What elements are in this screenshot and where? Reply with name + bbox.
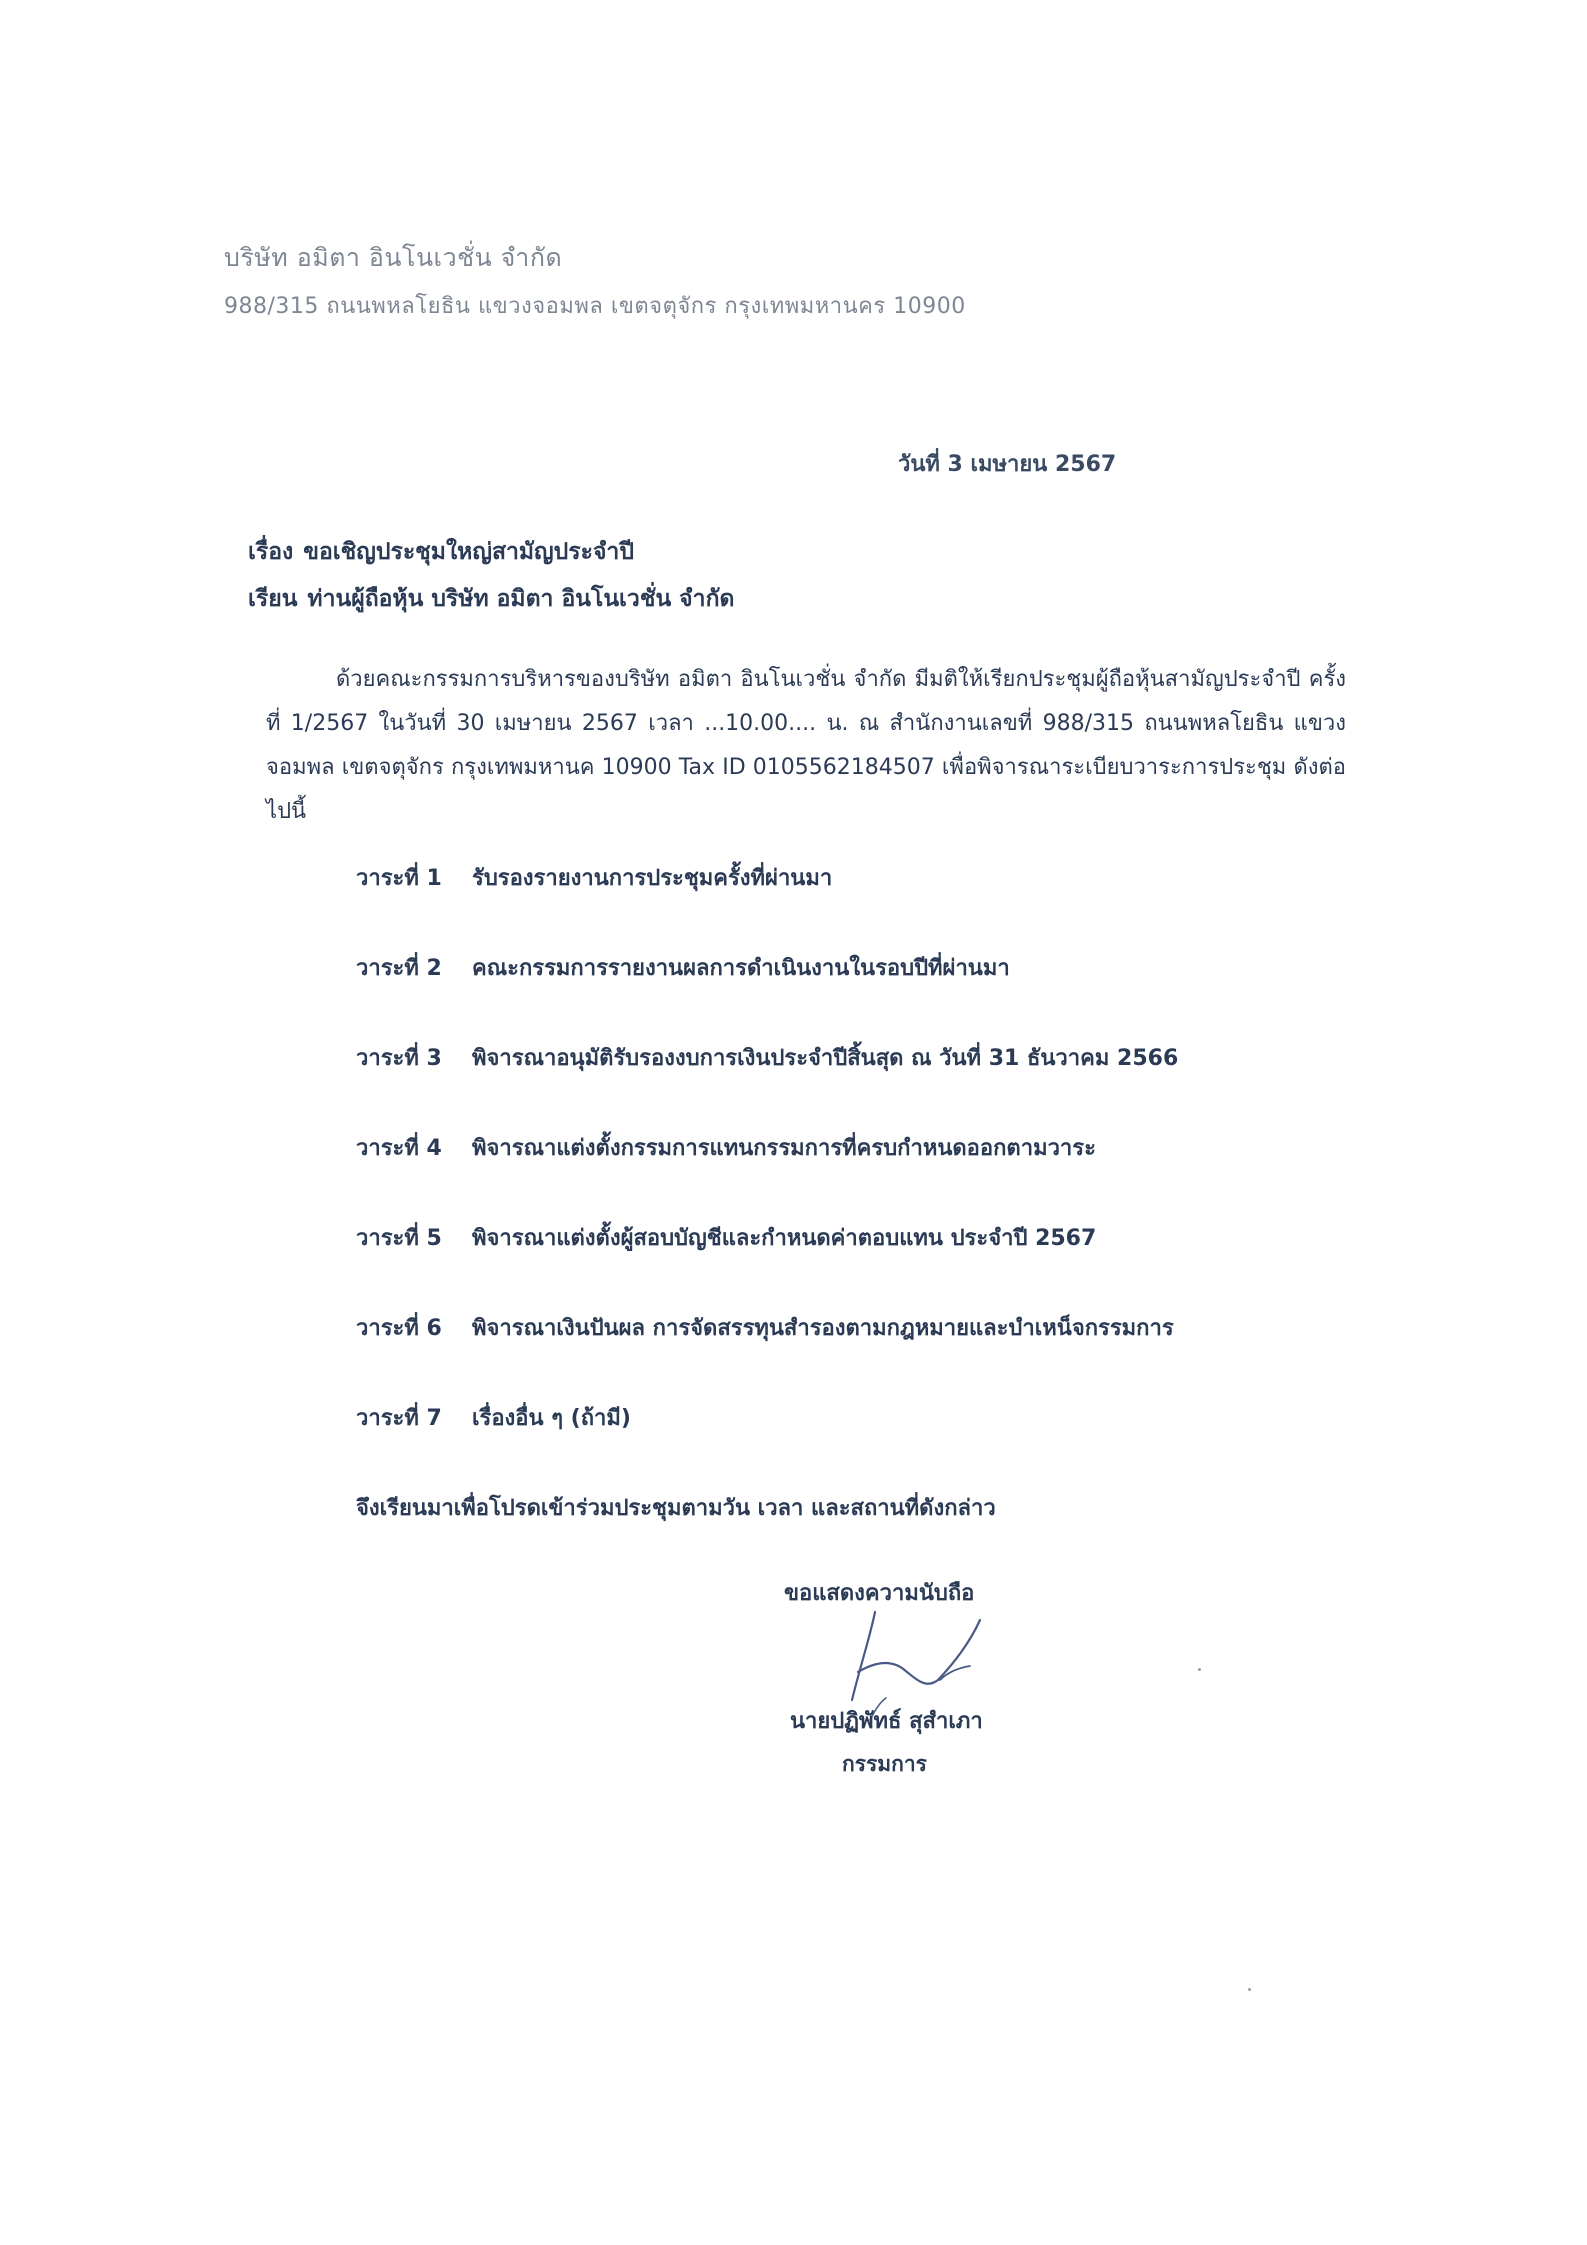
- agenda-item-2: [356, 950, 1010, 985]
- agenda-label: วาระที่ 4: [356, 1136, 442, 1161]
- agenda-text: พิจารณาอนุมัติรับรองงบการเงินประจำปีสิ้นสุด ณ วันที่ 31 ธันวาคม 2566: [472, 1046, 1179, 1071]
- agenda-label: วาระที่ 3: [356, 1046, 442, 1071]
- agenda-item-5: [356, 1220, 1096, 1255]
- scan-speck: [1198, 1668, 1201, 1671]
- agenda-text: รับรองรายงานการประชุมครั้งที่ผ่านมา: [472, 866, 833, 891]
- agenda-text: พิจารณาเงินปันผล การจัดสรรทุนสำรองตามกฎหมายและบำเหน็จกรรมการ: [472, 1316, 1174, 1341]
- scan-speck: [1248, 1988, 1251, 1991]
- recipient-line: [248, 581, 734, 617]
- signer-name: นายปฏิพัทธ์ สุสำเภา: [790, 1709, 983, 1734]
- agenda-label: วาระที่ 5: [356, 1226, 442, 1251]
- closing-invitation: จึงเรียนมาเพื่อโปรดเข้าร่วมประชุมตามวัน เวลา และสถานที่ดังกล่าว: [356, 1496, 996, 1521]
- agenda-label: วาระที่ 6: [356, 1316, 442, 1341]
- recipient-label: เรียน: [248, 586, 298, 612]
- company-name: บริษัท อมิตา อินโนเวชั่น จำกัด: [224, 243, 563, 272]
- agenda-label: วาระที่ 1: [356, 866, 442, 891]
- subject-line: [248, 534, 634, 570]
- agenda-text: เรื่องอื่น ๆ (ถ้ามี): [472, 1406, 631, 1431]
- agenda-label: วาระที่ 2: [356, 956, 442, 981]
- subject-label: เรื่อง: [248, 539, 294, 565]
- body-paragraph: ด้วยคณะกรรมการบริหารของบริษัท อมิตา อินโนเวชั่น จำกัด มีมติให้เรียกประชุมผู้ถือหุ้นสามัญประจำปี ครั้งที่ 1/2567 ในวันที่ 30 เมษายน 2567 เวลา ...10.00.... น. ณ สำนักงานเลขที่ 988/315 ถนนพหลโยธิน แขวงจอมพล เขตจตุจักร กรุงเทพมหานค 10900 Tax ID 0105562184507 เพื่อพิจารณาระเบียบวาระการประชุม ดังต่อไปนี้: [266, 667, 1346, 824]
- agenda-text: พิจารณาแต่งตั้งกรรมการแทนกรรมการที่ครบกำหนดออกตามวาระ: [472, 1136, 1096, 1161]
- agenda-text: คณะกรรมการรายงานผลการดำเนินงานในรอบปีที่ผ่านมา: [472, 956, 1010, 981]
- agenda-item-7: [356, 1400, 631, 1435]
- agenda-item-3: [356, 1040, 1178, 1075]
- company-address: 988/315 ถนนพหลโยธิน แขวงจอมพล เขตจตุจักร กรุงเทพมหานคร 10900: [224, 294, 966, 319]
- agenda-item-1: [356, 860, 832, 895]
- regards-text: ขอแสดงความนับถือ: [784, 1581, 975, 1606]
- letter-date: วันที่ 3 เมษายน 2567: [898, 452, 1117, 477]
- agenda-item-6: [356, 1310, 1174, 1345]
- signer-title: กรรมการ: [842, 1752, 927, 1776]
- recipient-text: ท่านผู้ถือหุ้น บริษัท อมิตา อินโนเวชั่น จำกัด: [307, 586, 735, 612]
- agenda-item-4: [356, 1130, 1096, 1165]
- agenda-text: พิจารณาแต่งตั้งผู้สอบบัญชีและกำหนดค่าตอบแทน ประจำปี 2567: [472, 1226, 1097, 1251]
- agenda-label: วาระที่ 7: [356, 1406, 442, 1431]
- subject-text: ขอเชิญประชุมใหญ่สามัญประจำปี: [303, 539, 634, 565]
